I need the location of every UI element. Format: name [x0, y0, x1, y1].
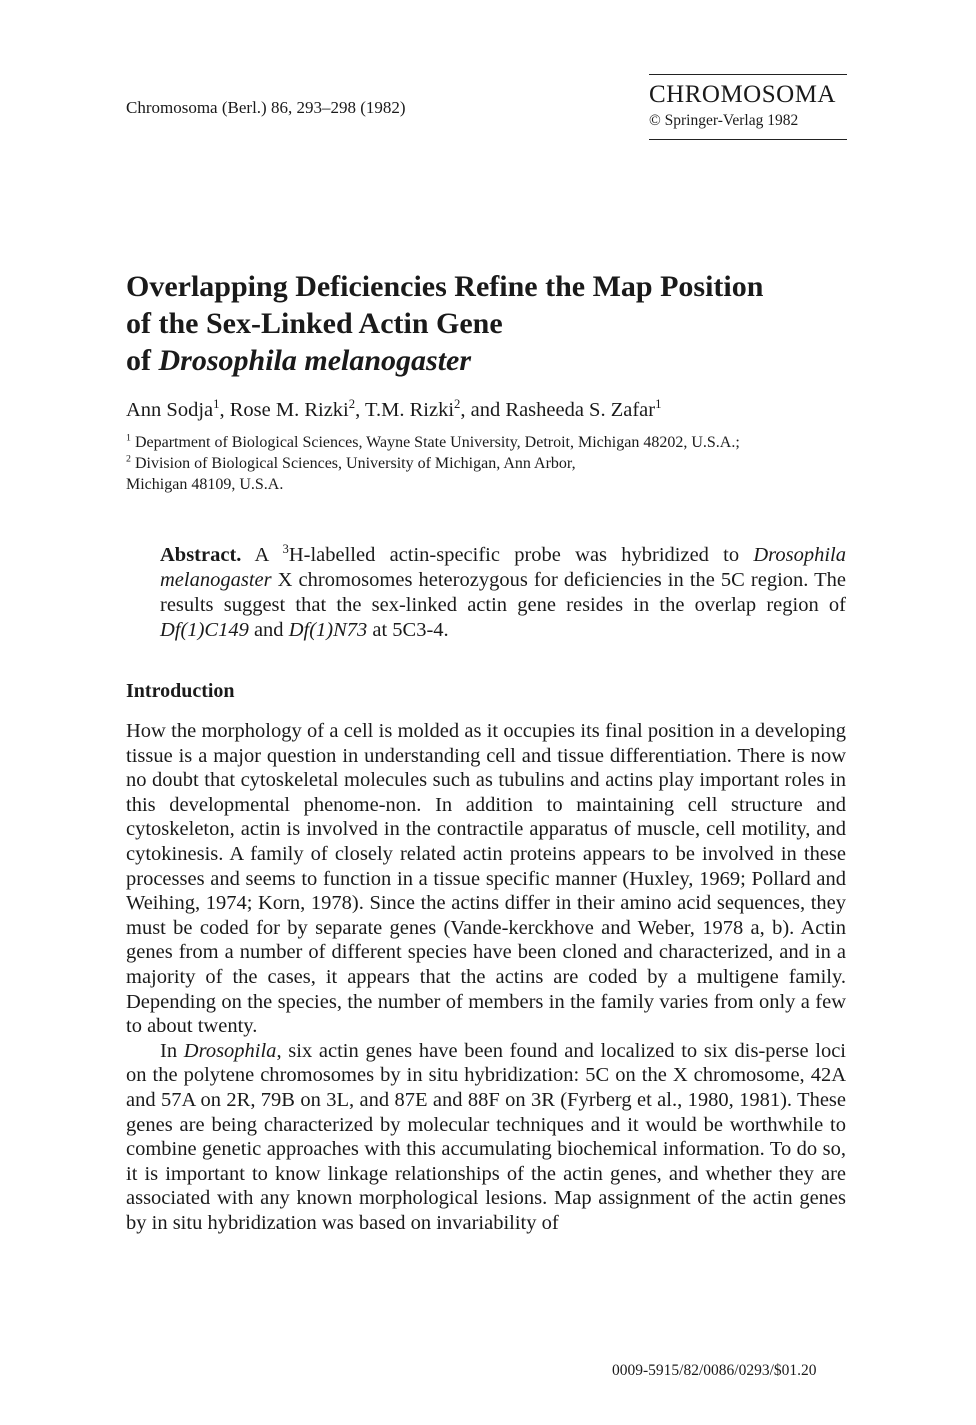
- genus-name: Drosophila: [183, 1039, 277, 1062]
- affiliation-1: [126, 432, 866, 453]
- author-separator: ,: [355, 399, 366, 421]
- author-affiliation-mark: 1: [655, 397, 662, 412]
- paragraph-1: How the morphology of a cell is molded as it occupies its final position in a developing tissue is a major question in understanding cell and tissue differentiation. There is now no doubt that cytoskeletal molecules such as tubulins and actins play important roles in this developmental phenome-non. In addition to maintaining cell structure and cytoskeleton, actin is involved in the contractile apparatus of muscle, cell motility, and cytokinesis. A family of closely related actin proteins appears to be involved in these processes and seems to function in a tissue specific manner (Huxley, 1969; Pollard and Weihing, 1974; Korn, 1978). Since the actins differ in their amino acid sequences, they must be coded for by separate genes (Vande-kerckhove and Weber, 1978 a, b). Actin genes from a number of different species have been cloned and characterized, and in a majority of the cases, it appears that the actins are coded by a multigene family. Depending on the species, the number of members in the family varies from only a few to about twenty.: [126, 720, 846, 1038]
- abstract-text: H-labelled actin-specific probe was hybridized to: [288, 544, 754, 566]
- title-line-3-prefix: of: [126, 344, 159, 377]
- deficiency-name: Df(1)N73: [288, 619, 368, 641]
- species-name: Drosophila melanogaster: [160, 544, 846, 591]
- abstract-label: Abstract.: [160, 544, 242, 566]
- paragraph-text: , six actin genes have been found and localized to six dis-perse loci on the polytene chromosomes by in situ hybridization: 5C on the X chromosome, 42A and 57A on 2R, 79B on 3L, and 87E and 88F on 3R (Fyrberg et al., 1980, 1981). These genes are being characterized by molecular techniques and it would be worthwhile to combine genetic approaches with this accumulating biochemical information. To do so, it is important to know linkage relationships of the actin genes, and whether they are associated with any known morphological lesions. Map assignment of the actin genes by in situ hybridization was based on invariability of: [126, 1039, 846, 1234]
- affiliation-text: Division of Biological Sciences, University of Michigan, Ann Arbor,: [130, 455, 576, 472]
- author-name: T.M. Rizki: [365, 399, 455, 421]
- article-title: [126, 268, 886, 379]
- author-name: Ann Sodja: [126, 399, 214, 421]
- abstract: [160, 543, 846, 643]
- abstract-text: at 5C3-4.: [367, 619, 449, 641]
- affiliation-text: Department of Biological Sciences, Wayne State University, Detroit, Michigan 48202, U.S.A.;: [130, 434, 740, 451]
- abstract-text: A: [241, 544, 283, 566]
- affiliation-mark: 1: [126, 432, 131, 444]
- author-separator: , and: [460, 399, 506, 421]
- author-separator: ,: [219, 399, 230, 421]
- affiliations: [126, 432, 866, 495]
- abstract-text: and: [248, 619, 289, 641]
- affiliation-2-continued: Michigan 48109, U.S.A.: [126, 476, 284, 493]
- author-name: Rasheeda S. Zafar: [505, 399, 656, 421]
- issn-price-code: 0009-5915/82/0086/0293/$01.20: [612, 1362, 817, 1379]
- paragraph-2: [126, 1039, 846, 1236]
- author-affiliation-mark: 2: [454, 397, 461, 412]
- author-affiliation-mark: 1: [213, 397, 220, 412]
- title-line-2: of the Sex-Linked Actin Gene: [126, 307, 503, 340]
- section-heading-introduction: Introduction: [126, 680, 235, 702]
- journal-citation: Chromosoma (Berl.) 86, 293–298 (1982): [126, 98, 406, 117]
- title-species: Drosophila melanogaster: [158, 344, 472, 377]
- affiliation-2: [126, 453, 866, 474]
- paragraph-text: In: [160, 1039, 184, 1062]
- journal-name: CHROMOSOMA: [649, 81, 836, 108]
- author-name: Rose M. Rizki: [229, 399, 349, 421]
- title-line-1: Overlapping Deficiencies Refine the Map Position: [126, 270, 764, 303]
- body-text: [126, 719, 846, 1235]
- copyright-notice: © Springer-Verlag 1982: [649, 112, 799, 129]
- masthead-rule-bottom: [649, 139, 847, 140]
- isotope-superscript: 3: [282, 542, 289, 557]
- abstract-text: X chromosomes heterozygous for deficiencies in the 5C region. The results suggest that the sex-linked actin gene resides in the overlap region of: [160, 569, 846, 616]
- journal-masthead: [649, 74, 847, 140]
- affiliation-mark: 2: [126, 453, 131, 465]
- deficiency-name: Df(1)C149: [160, 619, 249, 641]
- masthead-rule-top: [649, 74, 847, 75]
- author-list: [126, 399, 661, 422]
- title-line-3: [126, 342, 886, 379]
- author-affiliation-mark: 2: [348, 397, 356, 412]
